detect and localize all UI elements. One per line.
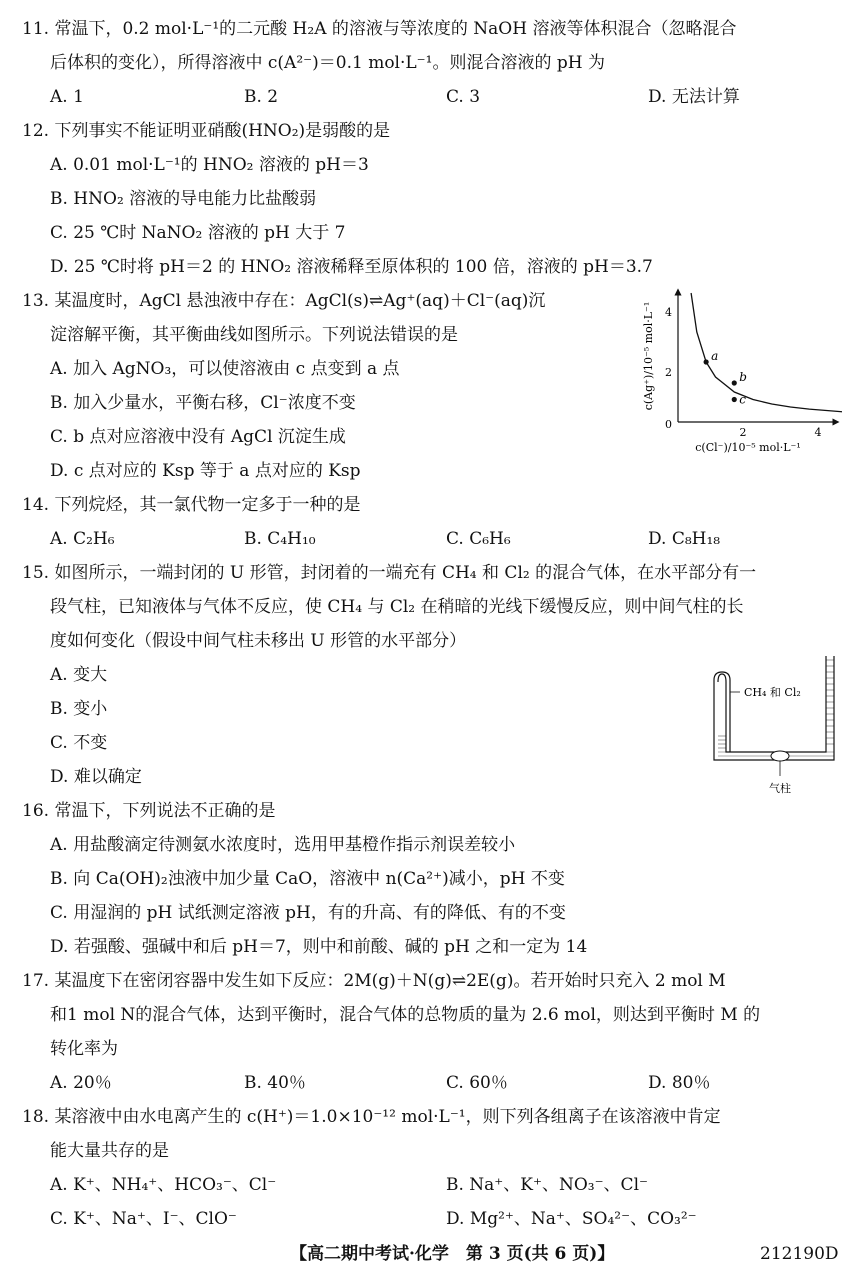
- footer-page-info: 【高二期中考试·化学 第 3 页(共 6 页)】: [290, 1244, 615, 1264]
- ksp-equilibrium-chart: [638, 286, 842, 456]
- x-axis-label: c(Cl⁻)/10⁻⁵ mol·L⁻¹: [695, 441, 801, 454]
- u-tube-outer: [714, 656, 834, 760]
- x-tick-4: 4: [814, 426, 822, 439]
- q15-line2: 段气柱，已知液体与气体不反应，使 CH₄ 与 Cl₂ 在稍暗的光线下缓慢反应，则中间气柱的长: [50, 597, 744, 617]
- q12-option-d: D. 25 ℃时将 pH＝2 的 HNO₂ 溶液稀释至原体积的 100 倍，溶液的 pH＝3.7: [50, 257, 653, 277]
- q18-option-a: A. K⁺、NH₄⁺、HCO₃⁻、Cl⁻: [50, 1175, 277, 1195]
- q16-stem: 16. 常温下，下列说法不正确的是: [22, 801, 276, 821]
- q16-option-b: B. 向 Ca(OH)₂浊液中加少量 CaO，溶液中 n(Ca²⁺)减小，pH 不变: [50, 869, 565, 889]
- y-tick-4: 4: [665, 306, 672, 319]
- q14-option-d: D. C₈H₁₈: [648, 529, 721, 549]
- q17-option-b: B. 40％: [244, 1073, 306, 1093]
- q14-option-a: A. C₂H₆: [50, 529, 115, 549]
- q11-option-d: D. 无法计算: [648, 87, 740, 107]
- q13-option-b: B. 加入少量水，平衡右移，Cl⁻浓度不变: [50, 393, 356, 413]
- x-tick-2: 2: [739, 426, 747, 439]
- q14-stem: 14. 下列烷烃，其一氯代物一定多于一种的是: [22, 495, 361, 515]
- q15-line3: 度如何变化（假设中间气柱未移出 U 形管的水平部分）: [50, 631, 467, 651]
- q12-option-b: B. HNO₂ 溶液的导电能力比盐酸弱: [50, 189, 317, 209]
- q16-option-c: C. 用湿润的 pH 试纸测定溶液 pH，有的升高、有的降低、有的不变: [50, 903, 566, 923]
- footer-code: 212190D: [760, 1244, 839, 1264]
- gas-mixture-label: CH₄ 和 Cl₂: [744, 686, 801, 699]
- q18-line1: 18. 某溶液中由水电离产生的 c(H⁺)＝1.0×10⁻¹² mol·L⁻¹，则下列各组离子在该溶液中肯定: [22, 1107, 721, 1127]
- q11-option-a: A. 1: [50, 87, 84, 107]
- q18-option-c: C. K⁺、Na⁺、I⁻、ClO⁻: [50, 1209, 237, 1229]
- q12-option-a: A. 0.01 mol·L⁻¹的 HNO₂ 溶液的 pH＝3: [50, 155, 369, 175]
- q13-line1: 13. 某温度时，AgCl 悬浊液中存在：AgCl(s)⇌Ag⁺(aq)＋Cl⁻(aq)沉: [22, 291, 546, 311]
- q17-option-c: C. 60％: [446, 1073, 508, 1093]
- q15-option-b: B. 变小: [50, 699, 108, 719]
- gas-bubble: [771, 751, 789, 761]
- point-label-a: a: [711, 349, 719, 363]
- q14-option-c: C. C₆H₆: [446, 529, 511, 549]
- point-c: [732, 397, 737, 402]
- q11-option-c: C. 3: [446, 87, 481, 107]
- q15-line1: 15. 如图所示，一端封闭的 U 形管，封闭着的一端充有 CH₄ 和 Cl₂ 的混合气体，在水平部分有一: [22, 563, 757, 583]
- point-label-c: c: [739, 392, 746, 407]
- q17-option-d: D. 80％: [648, 1073, 711, 1093]
- q15-option-d: D. 难以确定: [50, 767, 142, 787]
- u-tube-figure: [708, 652, 844, 800]
- q13-option-d: D. c 点对应的 Ksp 等于 a 点对应的 Ksp: [50, 461, 361, 481]
- q17-line3: 转化率为: [50, 1039, 118, 1059]
- q13-option-a: A. 加入 AgNO₃，可以使溶液由 c 点变到 a 点: [50, 359, 400, 379]
- q12-option-c: C. 25 ℃时 NaNO₂ 溶液的 pH 大于 7: [50, 223, 346, 243]
- origin-label: 0: [665, 418, 672, 431]
- point-b: [732, 380, 737, 385]
- q11-line2: 后体积的变化），所得溶液中 c(A²⁻)＝0.1 mol·L⁻¹。则混合溶液的 pH 为: [50, 53, 605, 73]
- q18-option-b: B. Na⁺、K⁺、NO₃⁻、Cl⁻: [446, 1175, 648, 1195]
- q16-option-a: A. 用盐酸滴定待测氨水浓度时，选用甲基橙作指示剂误差较小: [50, 835, 516, 855]
- q11-option-b: B. 2: [244, 87, 279, 107]
- q12-stem: 12. 下列事实不能证明亚硝酸(HNO₂)是弱酸的是: [22, 121, 391, 141]
- q16-option-d: D. 若强酸、强碱中和后 pH＝7，则中和前酸、碱的 pH 之和一定为 14: [50, 937, 588, 957]
- q14-option-b: B. C₄H₁₀: [244, 529, 316, 549]
- q18-option-d: D. Mg²⁺、Na⁺、SO₄²⁻、CO₃²⁻: [446, 1209, 697, 1229]
- q17-option-a: A. 20％: [50, 1073, 112, 1093]
- q18-line2: 能大量共存的是: [50, 1141, 169, 1161]
- q17-line2: 和1 mol N的混合气体，达到平衡时，混合气体的总物质的量为 2.6 mol，则达到平衡时 M 的: [50, 1005, 761, 1025]
- y-axis-label: c(Ag⁺)/10⁻⁵ mol·L⁻¹: [642, 301, 655, 411]
- q13-option-c: C. b 点对应溶液中没有 AgCl 沉淀生成: [50, 427, 346, 447]
- q15-option-a: A. 变大: [50, 665, 108, 685]
- gas-column-label: 气柱: [769, 782, 791, 795]
- u-tube-inner: [718, 656, 826, 752]
- q11-line1: 11. 常温下，0.2 mol·L⁻¹的二元酸 H₂A 的溶液与等浓度的 NaOH 溶液等体积混合（忽略混合: [22, 19, 737, 39]
- point-a: [704, 359, 709, 364]
- q15-option-c: C. 不变: [50, 733, 108, 753]
- q13-line2: 淀溶解平衡，其平衡曲线如图所示。下列说法错误的是: [50, 325, 458, 345]
- y-tick-2: 2: [665, 366, 672, 379]
- point-label-b: b: [739, 370, 747, 384]
- q17-line1: 17. 某温度下在密闭容器中发生如下反应：2M(g)＋N(g)⇌2E(g)。若开始时只充入 2 mol M: [22, 971, 726, 991]
